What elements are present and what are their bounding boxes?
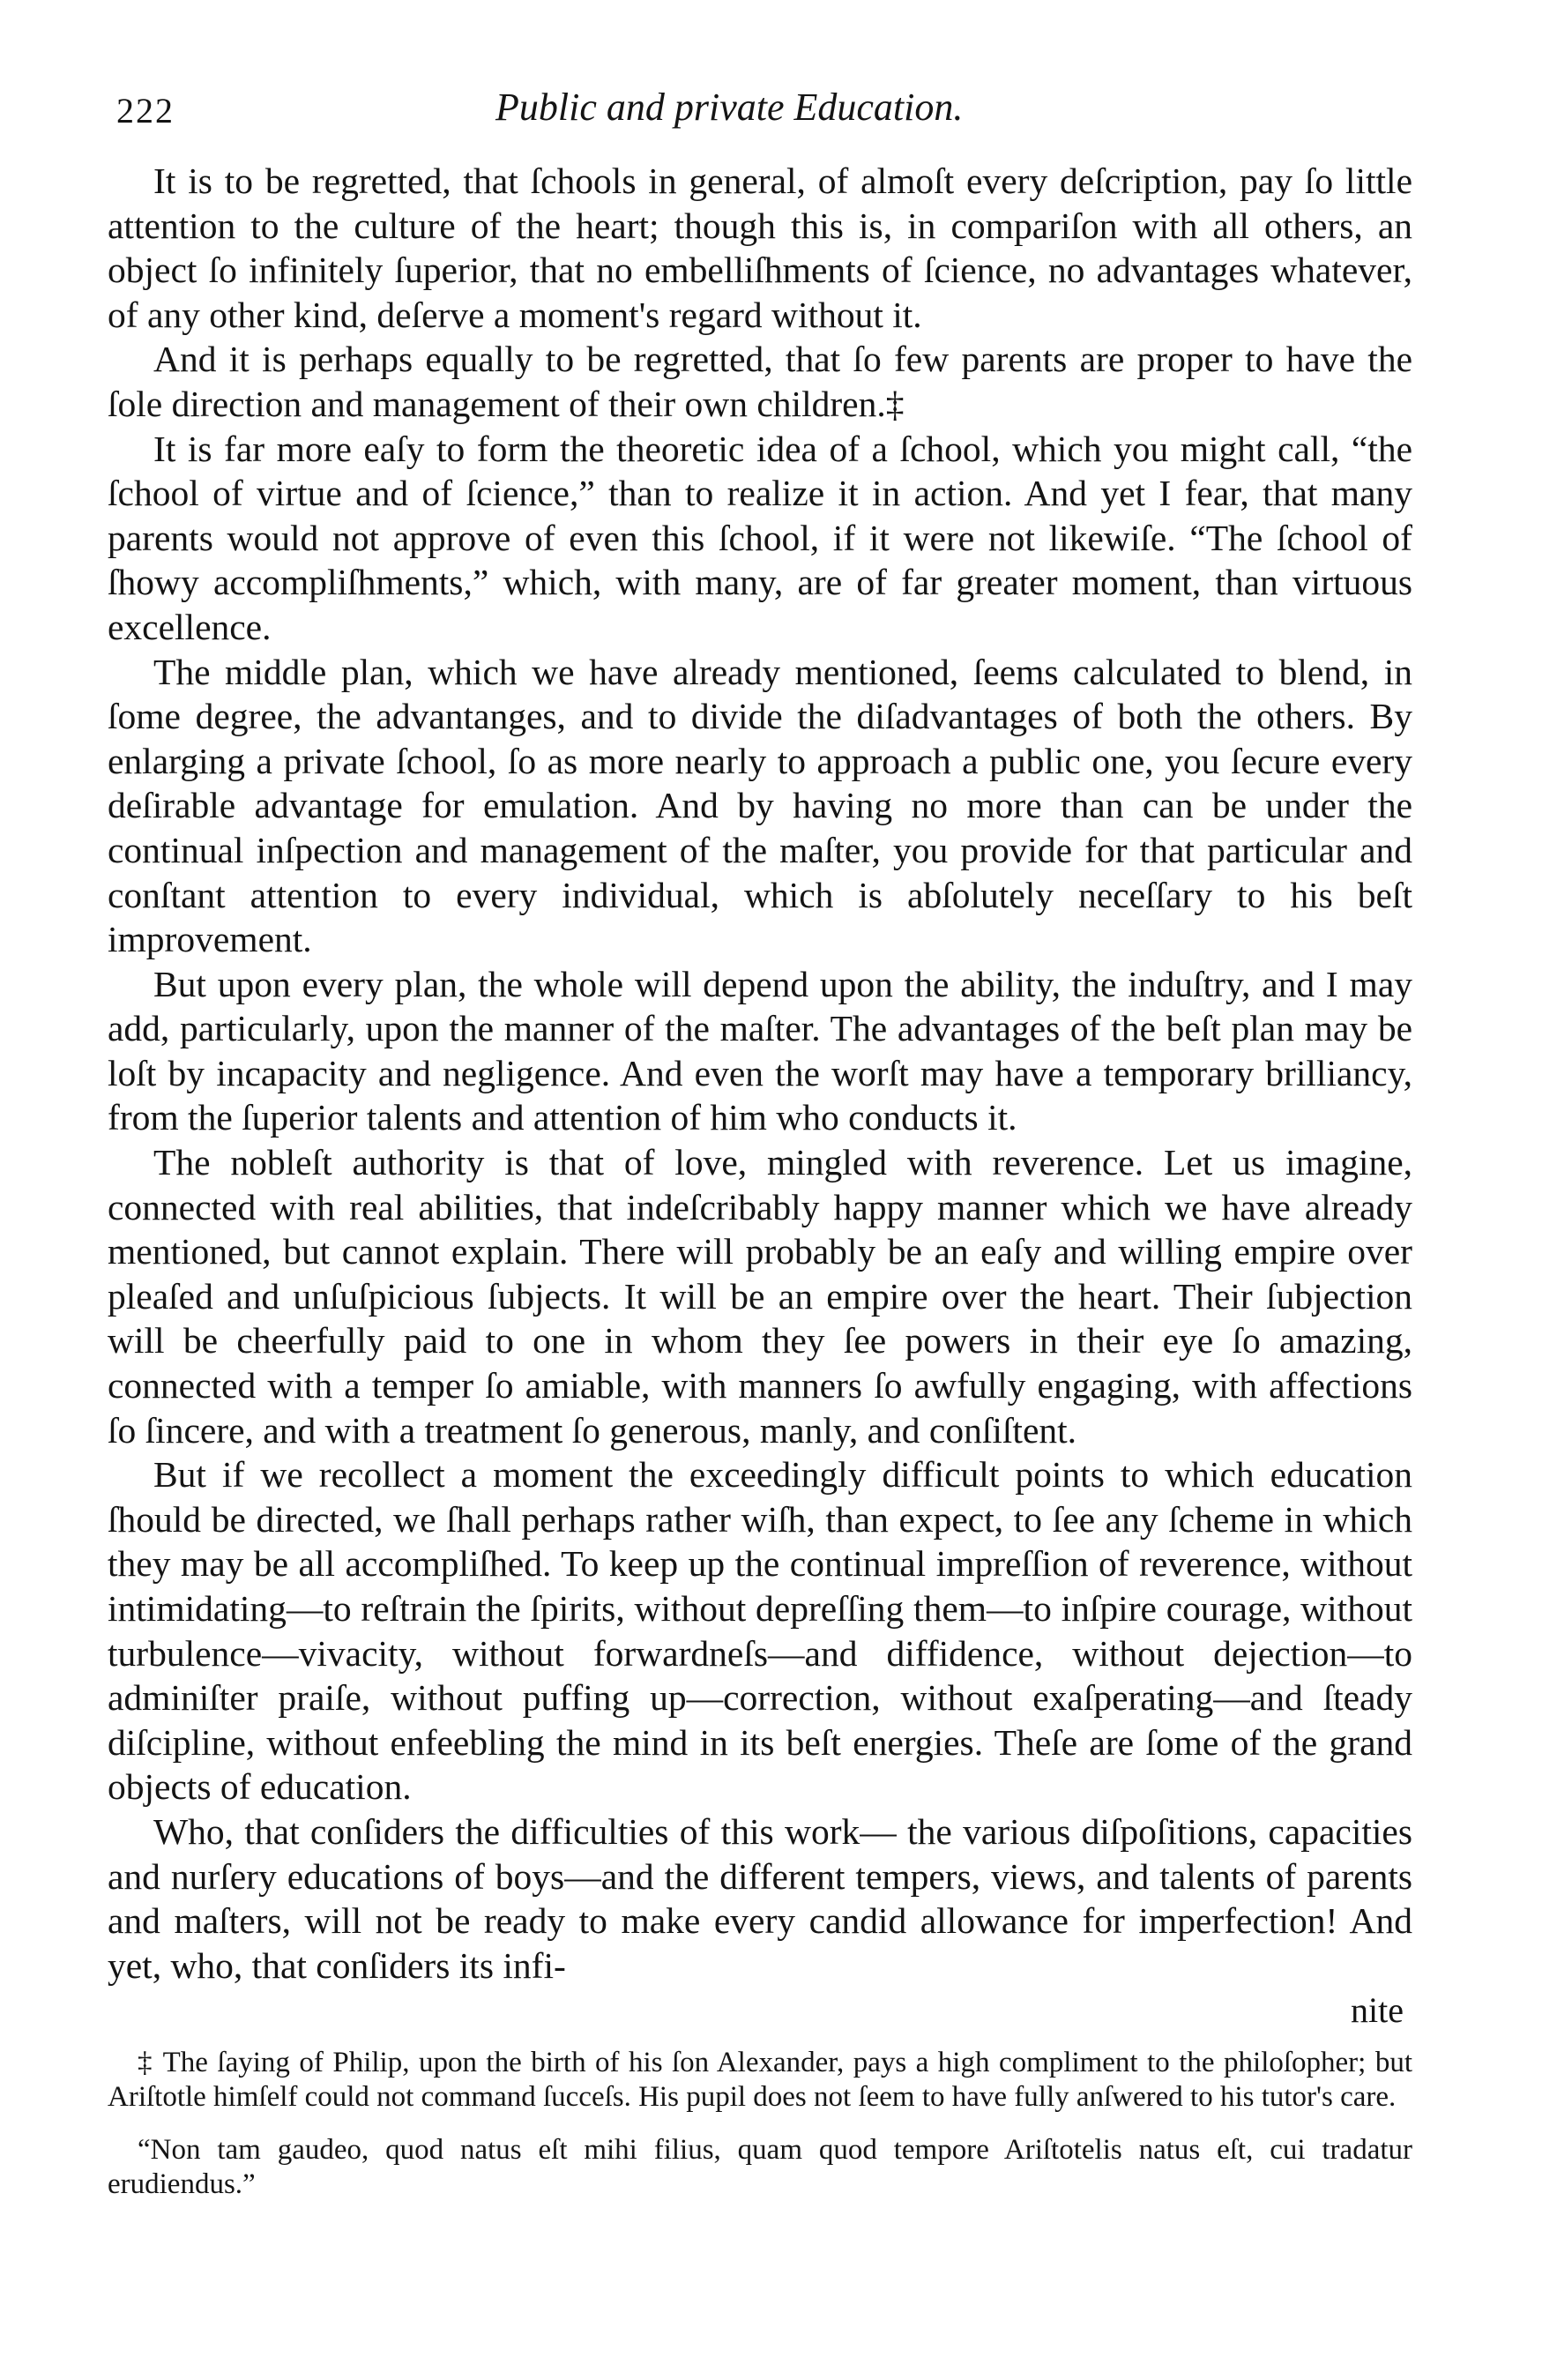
footnotes — [108, 2046, 1412, 2201]
footnote-quotation: “Non tam gaudeo, quod natus eſt mihi filius, quam quod tempore Ariſtotelis natus eſt, cui tradatur erudiendus.” — [108, 2134, 1412, 2200]
paragraph: The nobleſt authority is that of love, mingled with reverence. Let us imagine, connected with real abilities, that indeſcribably happy manner which we have already mentioned, but cannot explain. There will probably be an eaſy and willing empire over pleaſed and unſuſpicious ſubjects. It will be an empire over the heart. Their ſubjection will be cheerfully paid to one in whom they ſee powers in their eye ſo amazing, connected with a temper ſo amiable, with manners ſo awfully engaging, with affections ſo ſincere, and with a treatment ſo generous, manly, and conſiſtent. — [108, 1142, 1412, 1451]
catchword: nite — [1351, 1990, 1404, 2031]
paragraph: But if we recollect a moment the exceedingly difficult points to which education ſhould be directed, we ſhall perhaps rather wiſh, than expect, to ſee any ſcheme in which they may be all accompliſhed. To keep up the continual impreſſion of reverence, without intimidating—to reſtrain the ſpirits, without depreſſing them—to inſpire courage, without turbulence—vivacity, without forwardneſs—and diffidence, without dejection—to adminiſter praiſe, without puffing up—correction, without exaſperating—and ſteady diſcipline, without enfeebling the mind in its beſt energies. Theſe are ſome of the grand objects of education. — [108, 1454, 1412, 1808]
body-text — [108, 159, 1412, 1988]
page-number: 222 — [116, 91, 175, 131]
paragraph: And it is perhaps equally to be regretted, that ſo few parents are proper to have the ſole direction and management of their own children.‡ — [108, 339, 1412, 424]
paragraph: It is far more eaſy to form the theoretic idea of a ſchool, which you might call, “the ſchool of virtue and of ſcience,” than to realize it in action. And yet I fear, that many parents would not approve of even this ſchool, if it were not likewiſe. “The ſchool of ſhowy accompliſhments,” which, with many, are of far greater moment, than virtuous excellence. — [108, 428, 1412, 647]
book-page — [108, 85, 1412, 2201]
footnote: ‡ The ſaying of Philip, upon the birth of his ſon Alexander, pays a high compliment to the philoſopher; but Ariſtotle himſelf could not command ſucceſs. His pupil does not ſeem to have fully anſwered to his tutor's care. — [108, 2047, 1412, 2113]
running-head: Public and private Education. — [495, 86, 964, 129]
page-header — [108, 85, 1412, 139]
paragraph: But upon every plan, the whole will depend upon the ability, the induſtry, and I may add, particularly, upon the manner of the maſter. The advantages of the beſt plan may be loſt by incapacity and negligence. And even the worſt may have a temporary brilliancy, from the ſuperior talents and attention of him who conducts it. — [108, 963, 1412, 1138]
paragraph: Who, that conſiders the difficulties of this work— the various diſpoſitions, capacities and nurſery educations of boys—and the different tempers, views, and talents of parents and maſters, will not be ready to make every candid allowance for imperfection! And yet, who, that conſiders its infi- — [108, 1810, 1412, 1986]
paragraph: It is to be regretted, that ſchools in general, of almoſt every deſcription, pay ſo little attention to the culture of the heart; though this is, in compariſon with all others, an object ſo infinitely ſuperior, that no embelliſhments of ſcience, no advantages whatever, of any other kind, deſerve a moment's regard without it. — [108, 160, 1412, 335]
paragraph: The middle plan, which we have already mentioned, ſeems calculated to blend, in ſome degree, the advantanges, and to divide the diſadvantages of both the others. By enlarging a private ſchool, ſo as more nearly to approach a public one, you ſecure every deſirable advantage for emulation. And by having no more than can be under the continual inſpection and management of the maſter, you provide for that particular and conſtant attention to every individual, which is abſolutely neceſſary to his beſt improvement. — [108, 651, 1412, 960]
